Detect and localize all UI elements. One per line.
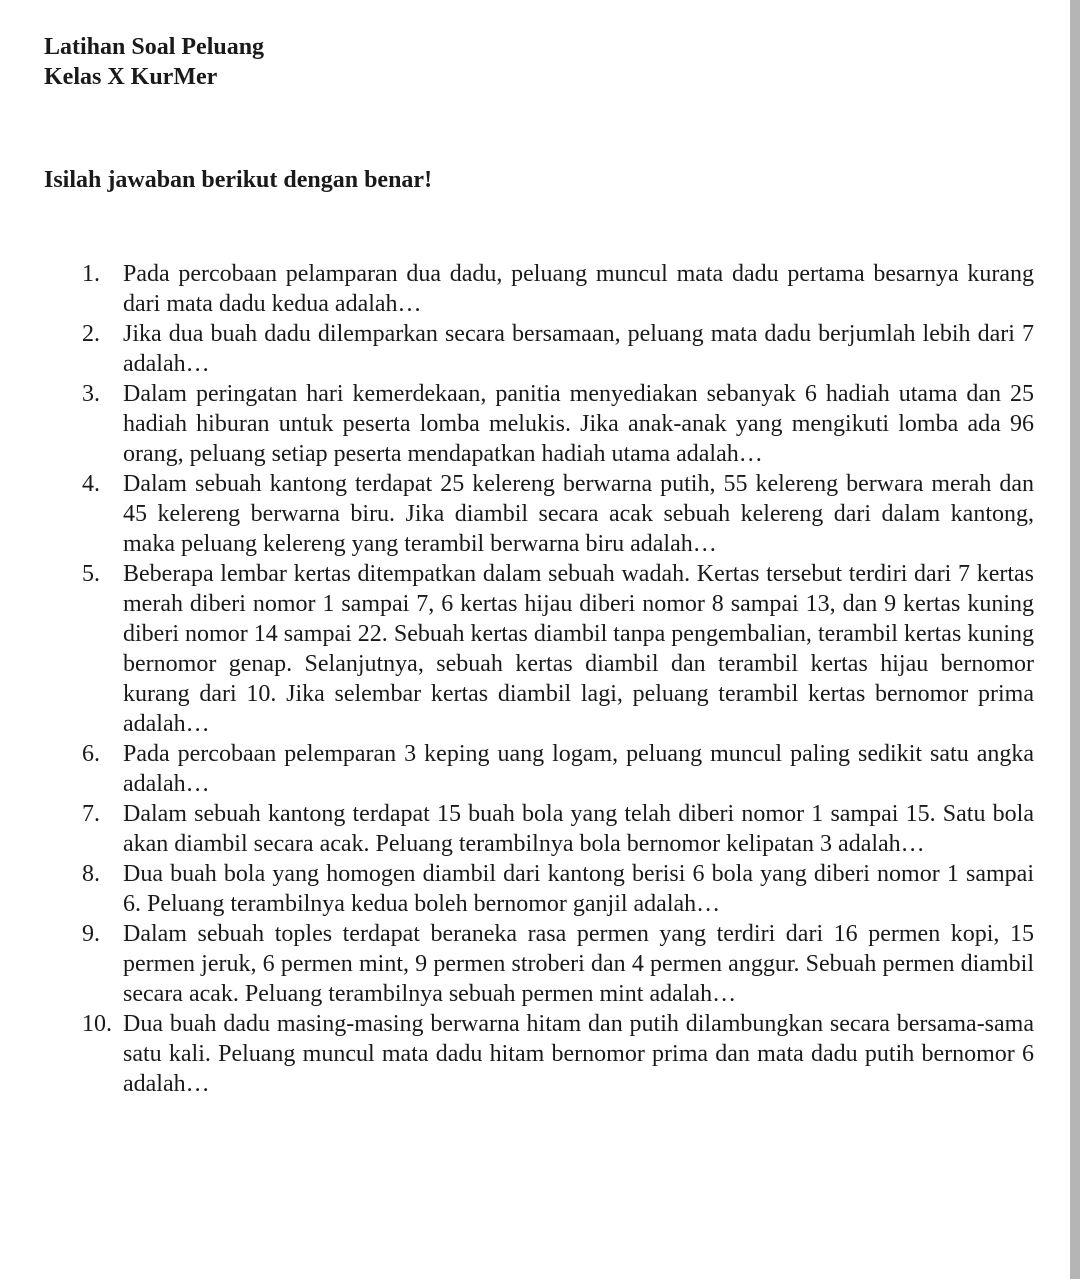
question-item-2 bbox=[82, 319, 1034, 379]
question-number: 1. bbox=[82, 261, 100, 287]
question-item-5 bbox=[82, 559, 1034, 739]
question-number: 10. bbox=[82, 1011, 112, 1037]
question-item-3 bbox=[82, 379, 1034, 469]
document-header bbox=[44, 32, 264, 92]
question-number: 8. bbox=[82, 861, 100, 887]
page-edge-scrollbar bbox=[1070, 0, 1080, 1279]
question-item-1 bbox=[82, 259, 1034, 319]
question-number: 5. bbox=[82, 561, 100, 587]
question-number: 4. bbox=[82, 471, 100, 497]
question-item-6 bbox=[82, 739, 1034, 799]
document-title: Latihan Soal Peluang bbox=[44, 34, 265, 60]
question-text: Beberapa lembar kertas ditempatkan dalam sebuah wadah. Kertas tersebut terdiri dari 7 kertas merah diberi nomor 1 sampai 7, 6 kertas hijau diberi nomor 8 sampai 13, dan 9 kertas kuning diberi nomor 14 sampai 22. Sebuah kertas diambil tanpa pengembalian, terambil kertas kuning bernomor genap. Selanjutnya, sebuah kertas diambil dan terambil kertas hijau bernomor kurang dari 10. Jika selembar kertas diambil lagi, peluang terambil kertas bernomor prima adalah… bbox=[123, 561, 1034, 737]
question-text: Dalam sebuah kantong terdapat 25 kelereng berwarna putih, 55 kelereng berwara merah dan 45 kelereng berwarna biru. Jika diambil secara acak sebuah kelereng dari dalam kantong, maka peluang kelereng yang terambil berwarna biru adalah… bbox=[123, 471, 1034, 557]
question-item-8 bbox=[82, 859, 1034, 919]
question-text: Pada percobaan pelamparan dua dadu, peluang muncul mata dadu pertama besarnya kurang dari mata dadu kedua adalah… bbox=[123, 261, 1034, 317]
question-item-7 bbox=[82, 799, 1034, 859]
question-text: Dalam peringatan hari kemerdekaan, panitia menyediakan sebanyak 6 hadiah utama dan 25 hadiah hiburan untuk peserta lomba melukis. Jika anak-anak yang mengikuti lomba ada 96 orang, peluang setiap peserta mendapatkan hadiah utama adalah… bbox=[123, 381, 1034, 467]
question-number: 2. bbox=[82, 321, 100, 347]
question-number: 9. bbox=[82, 921, 100, 947]
question-list bbox=[82, 259, 1034, 1099]
question-text: Dalam sebuah toples terdapat beraneka rasa permen yang terdiri dari 16 permen kopi, 15 permen jeruk, 6 permen mint, 9 permen stroberi dan 4 permen anggur. Sebuah permen diambil secara acak. Peluang terambilnya sebuah permen mint adalah… bbox=[123, 921, 1034, 1007]
question-number: 7. bbox=[82, 801, 100, 827]
question-number: 3. bbox=[82, 381, 100, 407]
question-text: Jika dua buah dadu dilemparkan secara bersamaan, peluang mata dadu berjumlah lebih dari 7 adalah… bbox=[123, 321, 1034, 377]
question-item-10 bbox=[82, 1009, 1034, 1099]
question-text: Dalam sebuah kantong terdapat 15 buah bola yang telah diberi nomor 1 sampai 15. Satu bola akan diambil secara acak. Peluang terambilnya bola bernomor kelipatan 3 adalah… bbox=[123, 801, 1034, 857]
instruction-heading: Isilah jawaban berikut dengan benar! bbox=[44, 167, 433, 193]
document-subtitle: Kelas X KurMer bbox=[44, 64, 218, 90]
question-number: 6. bbox=[82, 741, 100, 767]
question-text: Pada percobaan pelemparan 3 keping uang logam, peluang muncul paling sedikit satu angka adalah… bbox=[123, 741, 1034, 797]
question-item-9 bbox=[82, 919, 1034, 1009]
question-text: Dua buah bola yang homogen diambil dari kantong berisi 6 bola yang diberi nomor 1 sampai 6. Peluang terambilnya kedua boleh bernomor ganjil adalah… bbox=[123, 861, 1034, 917]
question-text: Dua buah dadu masing-masing berwarna hitam dan putih dilambungkan secara bersama-sama satu kali. Peluang muncul mata dadu hitam bernomor prima dan mata dadu putih bernomor 6 adalah… bbox=[123, 1011, 1034, 1097]
question-item-4 bbox=[82, 469, 1034, 559]
